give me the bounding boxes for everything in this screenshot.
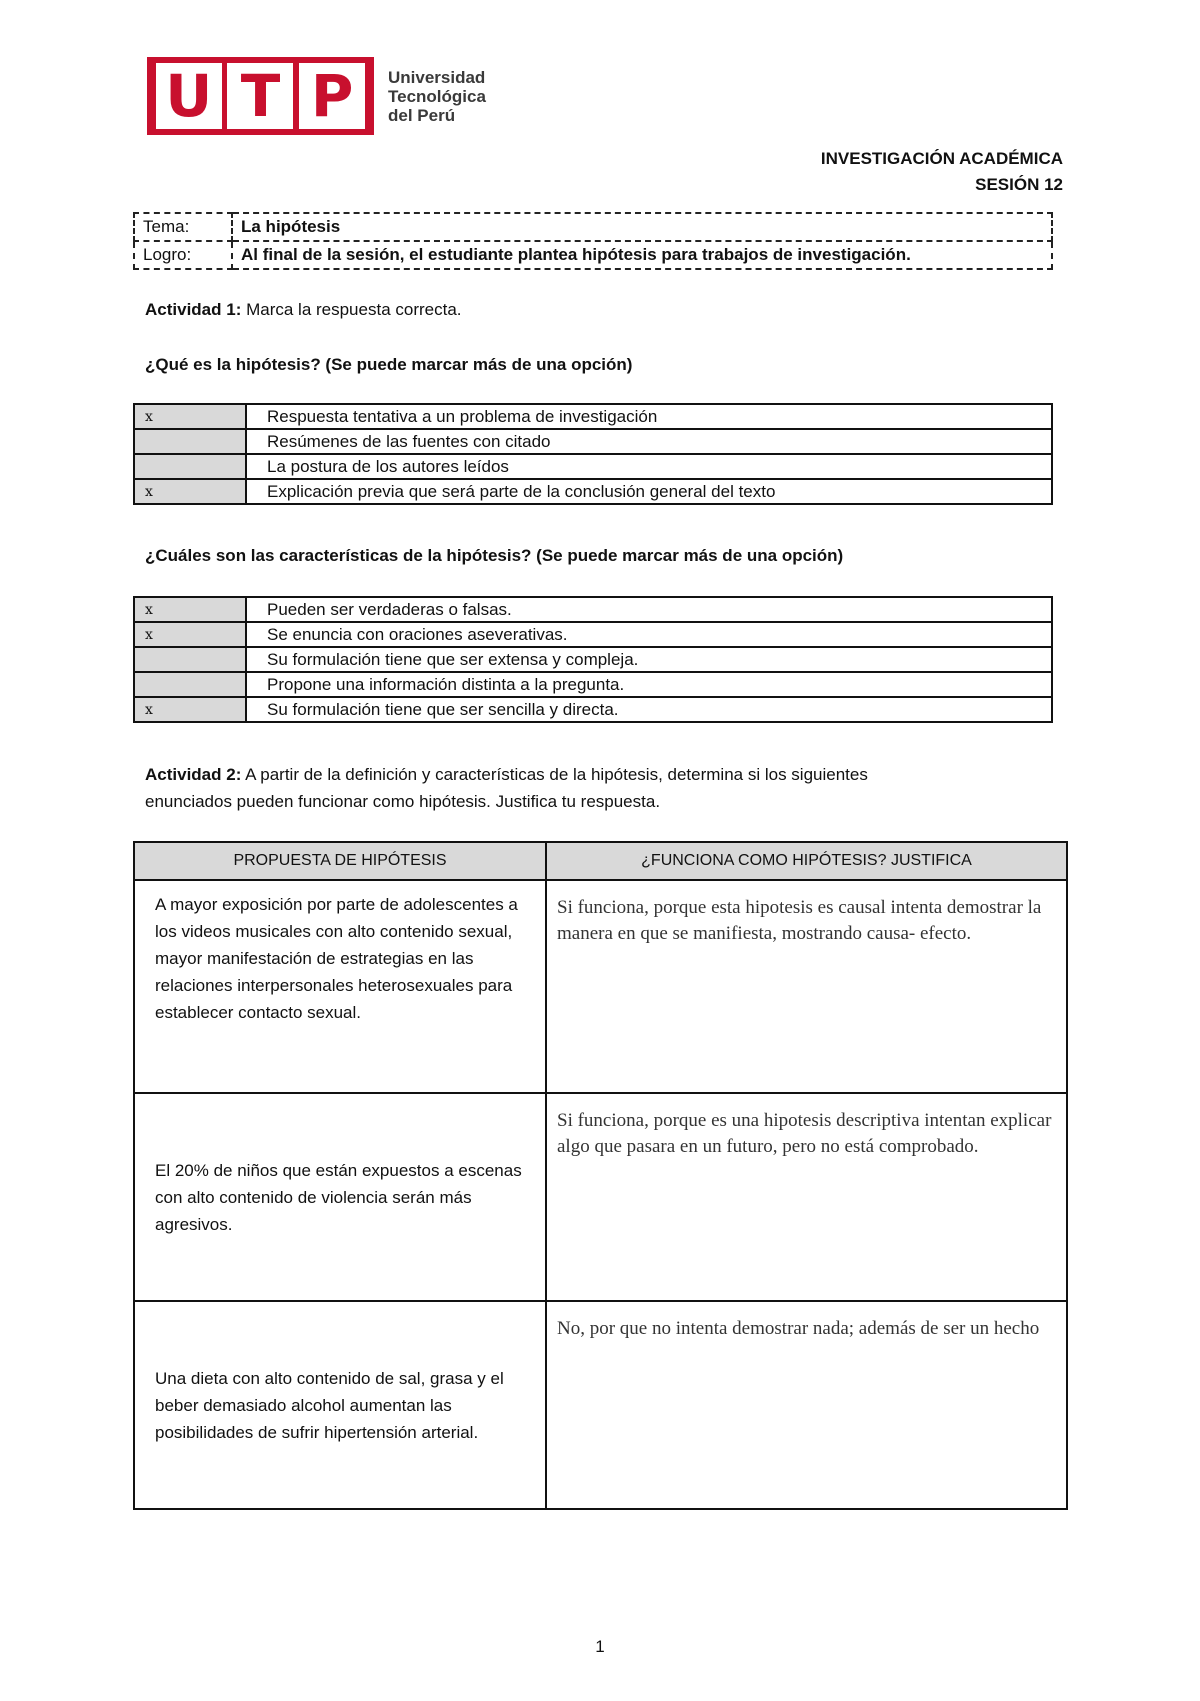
question1-options	[133, 403, 1053, 505]
option-row[interactable]	[134, 404, 1052, 429]
topic-row	[134, 213, 1052, 241]
option-text: Su formulación tiene que ser extensa y compleja.	[246, 647, 1052, 672]
option-checkbox[interactable]	[134, 454, 246, 479]
logo-letter-p: P	[299, 63, 365, 129]
option-checkbox[interactable]: x	[134, 697, 246, 722]
option-text: Propone una información distinta a la pregunta.	[246, 672, 1052, 697]
university-name-line: del Perú	[388, 105, 456, 125]
activity1-heading	[145, 296, 462, 323]
topic-label: Tema:	[134, 213, 232, 241]
option-row[interactable]	[134, 697, 1052, 722]
option-text: Pueden ser verdaderas o falsas.	[246, 597, 1052, 622]
activity2-instruction-line: enunciados pueden funcionar como hipótesis. Justifica tu respuesta.	[145, 792, 661, 811]
activity1-label: Actividad 1:	[145, 300, 242, 319]
course-header	[821, 146, 1063, 198]
option-checkbox[interactable]	[134, 647, 246, 672]
option-text: Explicación previa que será parte de la conclusión general del texto	[246, 479, 1052, 504]
column-header-justification: ¿FUNCIONA COMO HIPÓTESIS? JUSTIFICA	[546, 842, 1067, 880]
goal-label: Logro:	[134, 241, 232, 269]
page-number: 1	[595, 1637, 605, 1656]
topic-table	[133, 212, 1053, 270]
table-row	[134, 1093, 1067, 1301]
question1: ¿Qué es la hipótesis? (Se puede marcar más de una opción)	[145, 355, 633, 374]
option-row[interactable]	[134, 429, 1052, 454]
university-name-line: Tecnológica	[388, 86, 486, 106]
table-row	[134, 1301, 1067, 1509]
activity2-heading	[145, 761, 868, 815]
goal-value: Al final de la sesión, el estudiante plantea hipótesis para trabajos de investigación.	[232, 241, 1052, 269]
option-row[interactable]	[134, 647, 1052, 672]
option-row[interactable]	[134, 622, 1052, 647]
hypothesis-answer[interactable]: No, por que no intenta demostrar nada; además de ser un hecho	[546, 1301, 1067, 1509]
option-row[interactable]	[134, 479, 1052, 504]
hypothesis-proposal: Una dieta con alto contenido de sal, grasa y el beber demasiado alcohol aumentan las posibilidades de sufrir hipertensión arterial.	[134, 1301, 546, 1509]
university-name	[388, 68, 486, 125]
utp-logo-mark	[147, 57, 374, 135]
table-header-row	[134, 842, 1067, 880]
option-checkbox[interactable]: x	[134, 622, 246, 647]
option-checkbox[interactable]: x	[134, 479, 246, 504]
hypothesis-answer[interactable]: Si funciona, porque es una hipotesis descriptiva intentan explicar algo que pasara en un futuro, pero no está comprobado.	[546, 1093, 1067, 1301]
option-checkbox[interactable]: x	[134, 404, 246, 429]
activity2-instruction: A partir de la definición y características de la hipótesis, determina si los siguientes	[241, 765, 868, 784]
option-text: La postura de los autores leídos	[246, 454, 1052, 479]
table-row	[134, 880, 1067, 1093]
logo-letter-u: U	[156, 63, 222, 129]
topic-value: La hipótesis	[232, 213, 1052, 241]
question2-options	[133, 596, 1053, 723]
option-row[interactable]	[134, 454, 1052, 479]
option-checkbox[interactable]: x	[134, 597, 246, 622]
logo-letter-t: T	[227, 63, 293, 129]
option-text: Su formulación tiene que ser sencilla y directa.	[246, 697, 1052, 722]
university-name-line: Universidad	[388, 67, 486, 87]
activity2-instruction-line	[145, 761, 868, 788]
option-checkbox[interactable]	[134, 672, 246, 697]
hypothesis-proposal: A mayor exposición por parte de adolescentes a los videos musicales con alto contenido sexual, mayor manifestación de estrategias en las relaciones interpersonales heterosexuales para establecer contacto sexual.	[134, 880, 546, 1093]
option-text: Resúmenes de las fuentes con citado	[246, 429, 1052, 454]
option-text: Respuesta tentativa a un problema de investigación	[246, 404, 1052, 429]
hypothesis-answer[interactable]: Si funciona, porque esta hipotesis es causal intenta demostrar la manera en que se manifiesta, mostrando causa- efecto.	[546, 880, 1067, 1093]
goal-row	[134, 241, 1052, 269]
activity1-instruction: Marca la respuesta correcta.	[241, 300, 462, 319]
option-row[interactable]	[134, 597, 1052, 622]
column-header-proposal: PROPUESTA DE HIPÓTESIS	[134, 842, 546, 880]
hypothesis-proposal: El 20% de niños que están expuestos a escenas con alto contenido de violencia serán más agresivos.	[134, 1093, 546, 1301]
course-title: INVESTIGACIÓN ACADÉMICA	[820, 149, 1063, 168]
question2: ¿Cuáles son las características de la hipótesis? (Se puede marcar más de una opción)	[145, 546, 844, 565]
session-number: SESIÓN 12	[975, 175, 1063, 194]
hypothesis-table	[133, 841, 1068, 1510]
option-text: Se enuncia con oraciones aseverativas.	[246, 622, 1052, 647]
option-checkbox[interactable]	[134, 429, 246, 454]
utp-logo	[147, 57, 486, 135]
activity2-label: Actividad 2:	[145, 765, 242, 784]
option-row[interactable]	[134, 672, 1052, 697]
